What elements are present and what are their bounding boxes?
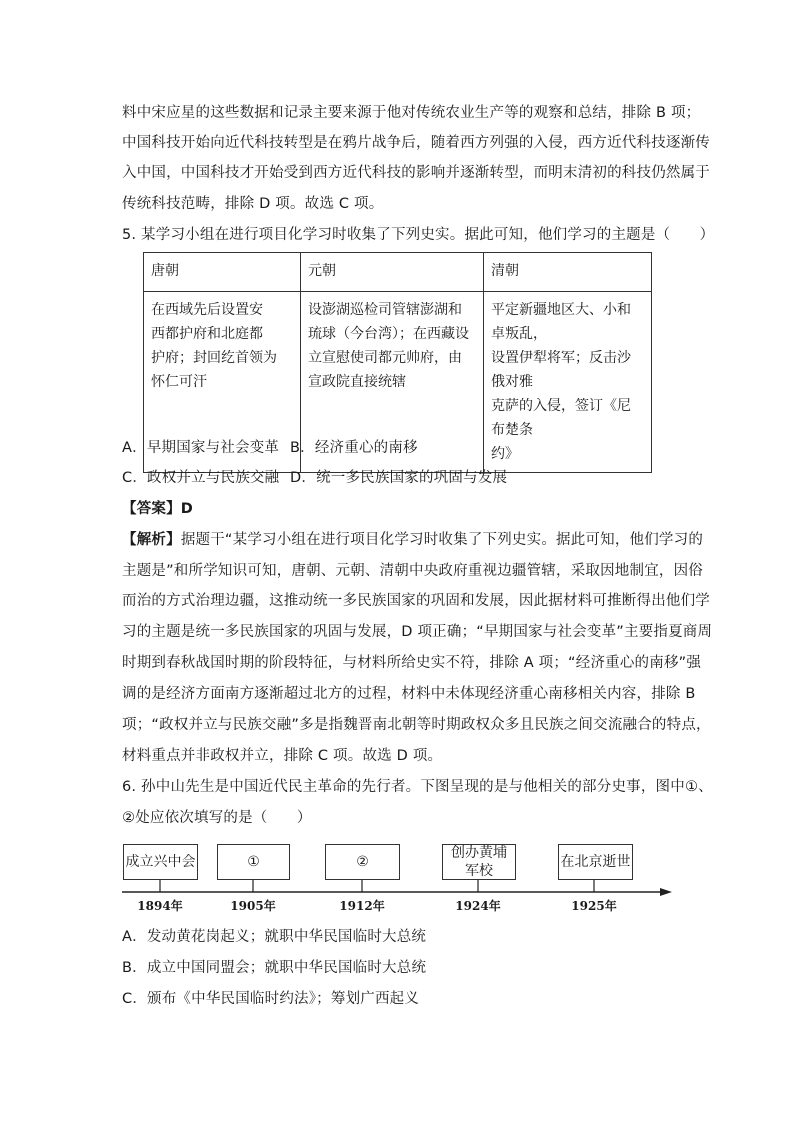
q5-analysis-line: 习的主题是统一多民族国家的巩固与发展，D 项正确；“早期国家与社会变革”主要指夏商周 bbox=[122, 624, 713, 640]
timeline-year-label: 1925年 bbox=[571, 899, 617, 913]
q5-option-a: A．早期国家与社会变革 bbox=[122, 440, 280, 456]
cell-line: 约》 bbox=[491, 446, 519, 462]
q5-option-c: C．政权并立与民族交融 bbox=[122, 470, 280, 486]
prev-analysis-line: 料中宋应星的这些数据和记录主要来源于他对传统农业生产等的观察和总结，排除 B 项； bbox=[122, 105, 701, 121]
table-header-qing: 清朝 bbox=[484, 253, 652, 292]
timeline-year-label: 1912年 bbox=[339, 899, 385, 913]
timeline-event-box: 创办黄埔 军校 bbox=[442, 844, 516, 880]
prev-analysis-line: 传统科技范畴，排除 D 项。故选 C 项。 bbox=[122, 196, 384, 212]
q6-option-c: C．颁布《中华民国临时约法》；筹划广西起义 bbox=[122, 991, 420, 1007]
cell-line: 西都护府和北庭都 bbox=[151, 326, 263, 342]
timeline-year-label: 1894年 bbox=[137, 899, 183, 913]
q6-option-b: B．成立中国同盟会；就职中华民国临时大总统 bbox=[122, 960, 427, 976]
timeline-year-label: 1905年 bbox=[230, 899, 276, 913]
q5-analysis-line: 主题是”和所学知识可知，唐朝、元朝、清朝中央政府重视边疆管辖，采取因地制宜，因俗 bbox=[122, 563, 704, 579]
prev-analysis-line: 中国科技开始向近代科技转型是在鸦片战争后，随着西方列强的入侵，西方近代科技逐渐传 bbox=[122, 135, 710, 151]
prev-analysis-line: 入中国，中国科技才开始受到西方近代科技的影响并逐渐转型，而明末清初的科技仍然属于 bbox=[122, 165, 710, 181]
q5-option-d: D．统一多民族国家的巩固与发展 bbox=[290, 470, 508, 486]
cell-line: 设置伊犁将军；反击沙俄对雅 bbox=[491, 350, 631, 390]
timeline-event-box: 在北京逝世 bbox=[558, 844, 633, 880]
timeline-year-label: 1924年 bbox=[455, 899, 501, 913]
analysis-label: 【解析】 bbox=[122, 532, 181, 548]
table-header-yuan: 元朝 bbox=[301, 253, 484, 292]
q5-option-b: B．经济重心的南移 bbox=[290, 440, 418, 456]
cell-line: 立宣慰使司都元帅府，由 bbox=[308, 350, 462, 366]
cell-line: 护府；封回纥首领为 bbox=[151, 350, 277, 366]
table-header-tang: 唐朝 bbox=[144, 253, 301, 292]
q5-analysis-line: 而治的方式治理边疆，这推动统一多民族国家的巩固和发展，因此据材料可推断得出他们学 bbox=[122, 593, 710, 609]
cell-line: 宣政院直接统辖 bbox=[308, 374, 406, 390]
cell-line: 琉球（今台湾）；在西藏设 bbox=[308, 326, 469, 342]
q6-option-a: A．发动黄花岗起义；就职中华民国临时大总统 bbox=[122, 929, 427, 945]
analysis-text: 据题干“某学习小组在进行项目化学习时收集了下列史实。据此可知，他们学习的 bbox=[180, 532, 704, 548]
timeline-event-box: 成立兴中会 bbox=[123, 844, 198, 880]
timeline-event-box: ② bbox=[325, 844, 400, 880]
q5-analysis-line: 项；“政权并立与民族交融”多是指魏晋南北朝等时期政权众多且民族之间交流融合的特点， bbox=[122, 717, 711, 733]
cell-line: 怀仁可汗 bbox=[151, 374, 207, 390]
q5-stem: 5. 某学习小组在进行项目化学习时收集了下列史实。据此可知，他们学习的主题是（ ） bbox=[122, 227, 715, 243]
cell-line: 平定新疆地区大、小和卓叛乱， bbox=[491, 302, 631, 342]
timeline-event-box: ① bbox=[217, 844, 290, 880]
cell-line: 克萨的入侵，签订《尼布楚条 bbox=[491, 398, 631, 438]
cell-line: 设澎湖巡检司管辖澎湖和 bbox=[308, 302, 462, 318]
q5-analysis-line: 时期到春秋战国时期的阶段特征，与材料所给史实不符，排除 A 项；“经济重心的南移”强 bbox=[122, 655, 702, 671]
cell-line: 在西域先后设置安 bbox=[151, 302, 263, 318]
q5-answer: 【答案】D bbox=[122, 501, 194, 517]
q5-analysis-line: 调的是经济方面南方逐渐超过北方的过程，材料中未体现经济重心南移相关内容，排除 B bbox=[122, 686, 696, 702]
timeline-arrow-icon bbox=[660, 888, 672, 896]
q6-stem: ②处应依次填写的是（ ） bbox=[122, 810, 312, 826]
q5-analysis-line: 材料重点并非政权并立，排除 C 项。故选 D 项。 bbox=[122, 748, 443, 764]
q6-stem: 6. 孙中山先生是中国近代民主革命的先行者。下图呈现的是与他相关的部分史事，图中①、 bbox=[122, 779, 713, 795]
